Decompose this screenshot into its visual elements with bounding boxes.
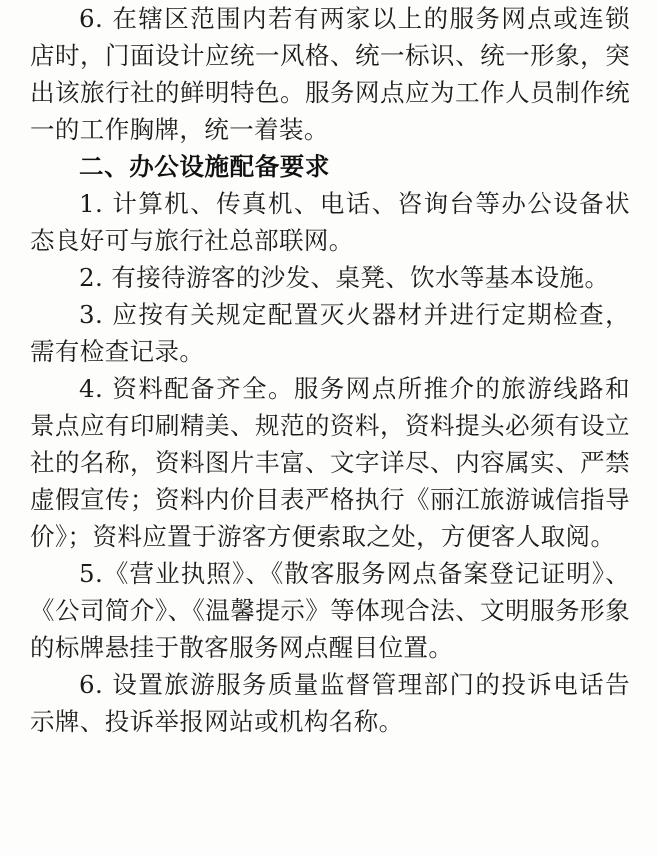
- paragraph-item-5-certificates: 5.《营业执照》、《散客服务网点备案登记证明》、《公司简介》、《温馨提示》等体现合法、文明服务形象的标牌悬挂于散客服务网点醒目位置。: [30, 559, 630, 662]
- paragraph-item-4-materials: 4. 资料配备齐全。服务网点所推介的旅游线路和景点应有印刷精美、规范的资料，资料提头必须有设立社的名称，资料图片丰富、文字详尽、内容属实、严禁虚假宣传；资料内价目表严格执行《丽江旅游诚信指导价》；资料应置于游客方便索取之处，方便客人取阅。: [30, 374, 630, 551]
- paragraph-item-2-reception: 2. 有接待游客的沙发、桌凳、饮水等基本设施。: [79, 263, 610, 292]
- paragraph-item-1-equipment: 1. 计算机、传真机、电话、咨询台等办公设备状态良好可与旅行社总部联网。: [30, 189, 630, 255]
- paragraph-item-6-storefront: 6. 在辖区范围内若有两家以上的服务网点或连锁店时，门面设计应统一风格、统一标识、统一形象，突出该旅行社的鲜明特色。服务网点应为工作人员制作统一的工作胸牌，统一着装。: [30, 4, 630, 144]
- document-text-body: [30, 0, 630, 740]
- paragraph-item-6-complaint-signage: 6. 设置旅游服务质量监督管理部门的投诉电话告示牌、投诉举报网站或机构名称。: [30, 670, 630, 736]
- section-heading-office-facilities: 二、办公设施配备要求: [79, 152, 330, 181]
- paragraph-item-3-fire-equipment: 3. 应按有关规定配置灭火器材并进行定期检查，需有检查记录。: [30, 300, 630, 366]
